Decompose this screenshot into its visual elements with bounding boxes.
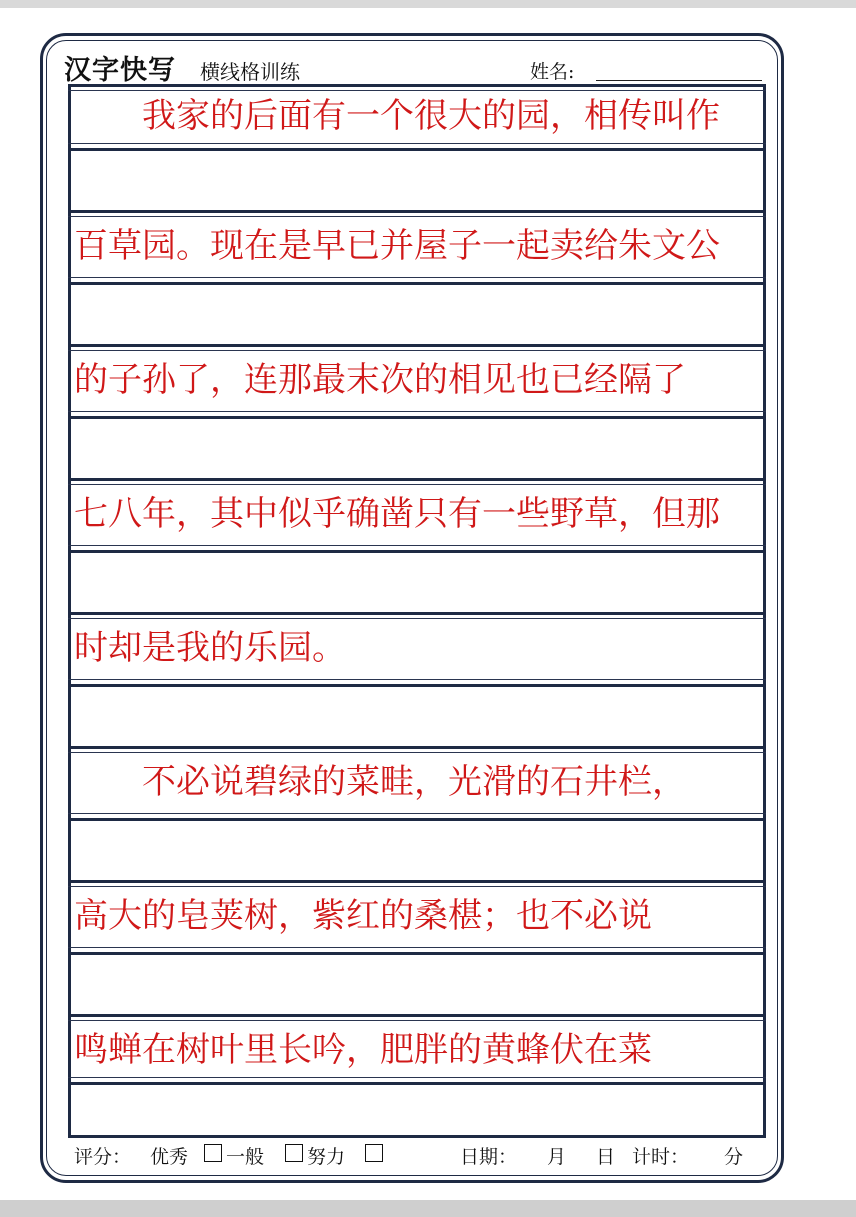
handwriting-line-1: 我家的后面有一个很大的园，相传叫作 (74, 96, 720, 136)
rule-line (68, 411, 766, 412)
rule-line (68, 813, 766, 814)
name-field[interactable] (596, 80, 762, 81)
effort-checkbox[interactable] (365, 1144, 383, 1162)
handwriting-line-8 (74, 554, 764, 610)
name-label: 姓名: (530, 61, 575, 83)
excellent-checkbox[interactable] (204, 1144, 222, 1162)
handwriting-line-4 (74, 286, 764, 342)
handwriting-line-5: 的子孙了，连那最末次的相见也已经隔了 (74, 360, 686, 400)
page-title: 汉字快写 (64, 55, 176, 86)
handwriting-line-15: 鸣蝉在树叶里长吟，肥胖的黄蜂伏在菜 (74, 1030, 652, 1070)
rule-line (68, 277, 766, 278)
average-label: 一般 (226, 1146, 265, 1168)
timer-label: 计时： (632, 1146, 690, 1168)
rule-line (68, 484, 766, 485)
minute-label: 分 (724, 1146, 744, 1168)
rule-line (68, 216, 766, 217)
rule-line (68, 684, 766, 687)
rule-line (68, 545, 766, 546)
rule-line (68, 880, 766, 883)
rule-line (68, 679, 766, 680)
score-label: 评分： (74, 1146, 132, 1168)
excellent-label: 优秀 (150, 1146, 189, 1168)
rule-line (68, 952, 766, 955)
footer (74, 1140, 764, 1170)
handwriting-line-3: 百草园。现在是早已并屋子一起卖给朱文公 (74, 226, 720, 266)
date-label: 日期： (460, 1146, 518, 1168)
rule-line (68, 618, 766, 619)
rule-line (68, 282, 766, 285)
handwriting-line-14 (74, 956, 764, 1012)
scan-bottom-border (0, 1200, 856, 1217)
scan-top-border (0, 0, 856, 8)
rule-line (68, 752, 766, 753)
handwriting-line-9: 时却是我的乐园。 (74, 628, 346, 668)
rule-line (68, 84, 766, 87)
effort-label: 努力 (307, 1146, 346, 1168)
rule-line (68, 818, 766, 821)
rule-line (68, 886, 766, 887)
rule-line (68, 550, 766, 553)
handwriting-line-6 (74, 420, 764, 476)
handwriting-line-10 (74, 688, 764, 744)
rule-line (68, 416, 766, 419)
handwriting-line-7: 七八年，其中似乎确凿只有一些野草，但那 (74, 494, 720, 534)
rule-line (68, 344, 766, 347)
page-subtitle: 横线格训练 (200, 60, 300, 84)
rule-line (68, 478, 766, 481)
average-checkbox[interactable] (285, 1144, 303, 1162)
day-label: 日 (596, 1146, 616, 1168)
rule-line (68, 746, 766, 749)
rule-line (68, 1020, 766, 1021)
rule-line (68, 210, 766, 213)
rule-line (68, 612, 766, 615)
rule-line (68, 148, 766, 151)
handwriting-line-2 (74, 152, 764, 208)
handwriting-line-11: 不必说碧绿的菜畦，光滑的石井栏， (74, 762, 686, 802)
rule-line (68, 947, 766, 948)
handwriting-line-16 (74, 1084, 764, 1140)
rule-line (68, 350, 766, 351)
handwriting-line-12 (74, 822, 764, 878)
rule-line (68, 1014, 766, 1017)
month-label: 月 (547, 1146, 567, 1168)
handwriting-line-13: 高大的皂荚树，紫红的桑椹；也不必说 (74, 896, 652, 936)
